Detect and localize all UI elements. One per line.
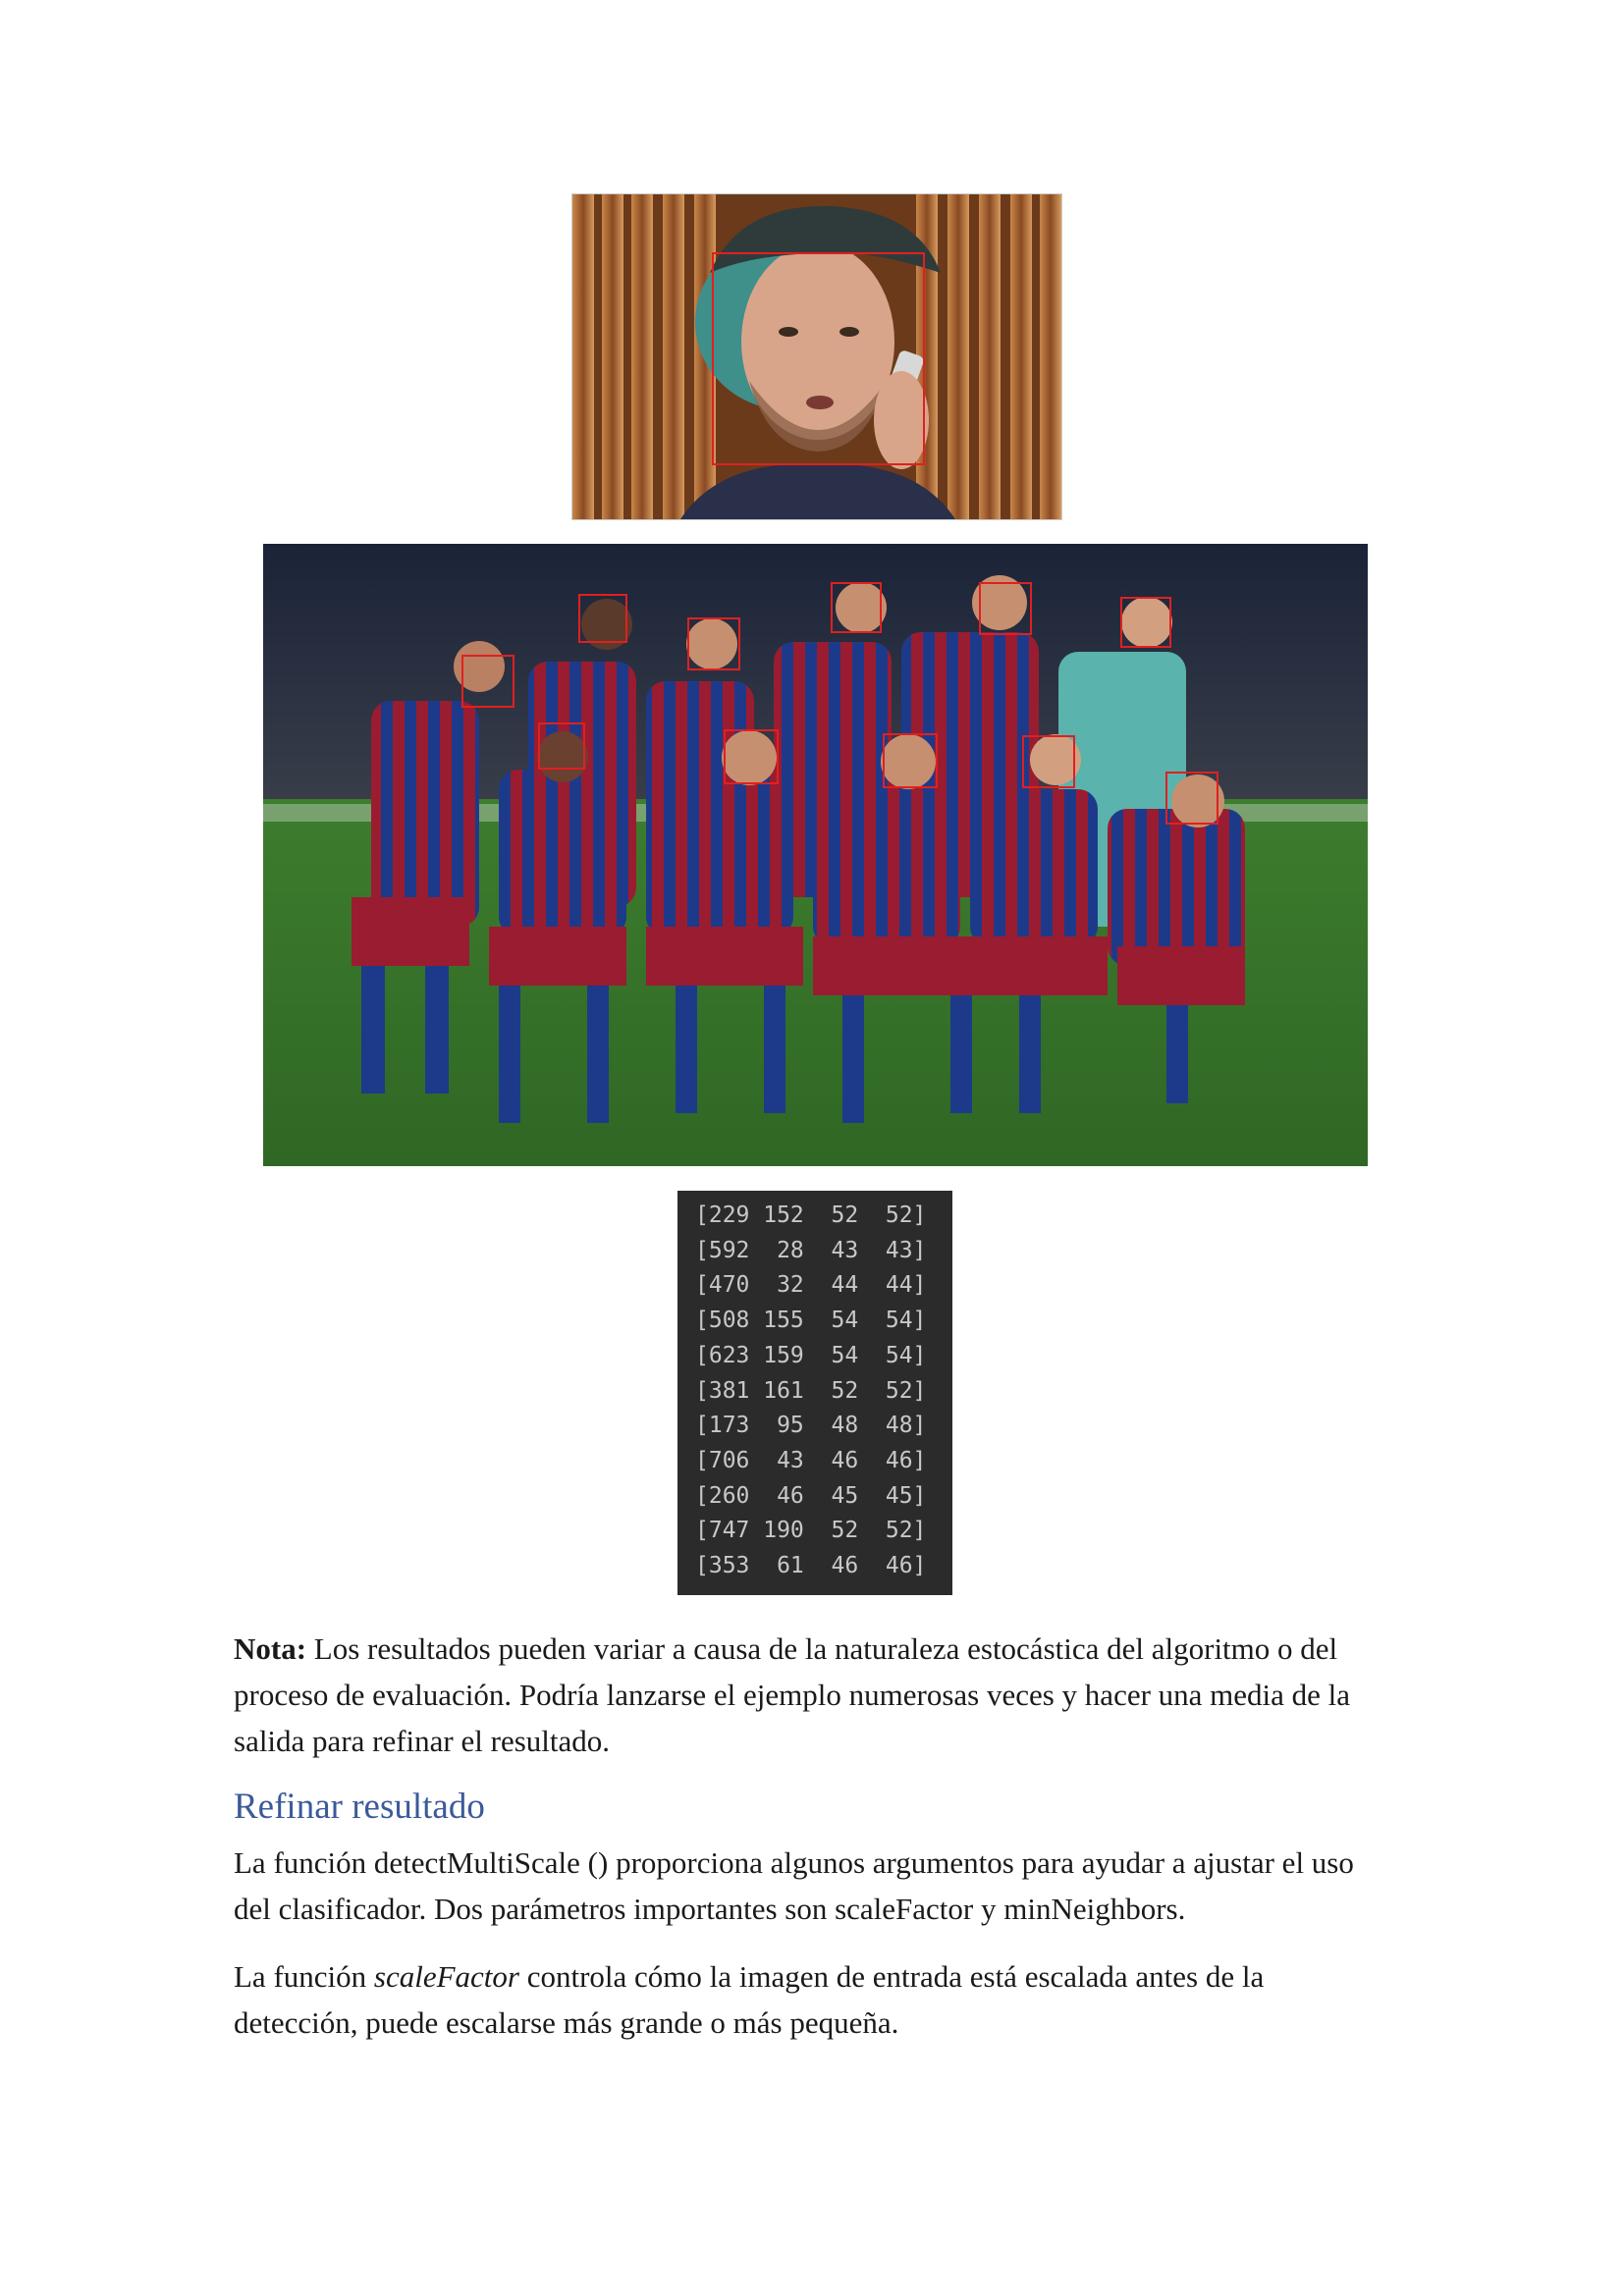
note-paragraph (234, 1626, 1392, 1764)
function-paragraph: La función detectMultiScale () proporciona algunos argumentos para ayudar a ajustar el uso del clasificador. Dos parámetros importantes son scaleFactor y minNeighbors. (234, 1845, 1354, 1926)
section-heading: Refinar resultado (234, 1787, 485, 1827)
output-row: [592 28 43 43] (695, 1237, 927, 1263)
output-row: [229 152 52 52] (695, 1202, 927, 1228)
portrait-illustration (572, 194, 1061, 519)
output-row: [623 159 54 54] (695, 1342, 927, 1368)
output-row: [260 46 45 45] (695, 1482, 927, 1509)
para2-prefix: La función (234, 1959, 374, 1994)
output-row: [173 95 48 48] (695, 1413, 927, 1439)
portrait-photo (571, 193, 1062, 520)
scalefactor-term: scaleFactor (373, 1959, 519, 1994)
team-illustration (263, 544, 1368, 1166)
scalefactor-paragraph (234, 1953, 1392, 2046)
output-row: [747 190 52 52] (695, 1518, 927, 1544)
output-row: [470 32 44 44] (695, 1272, 927, 1299)
note-label: Nota: (234, 1631, 307, 1666)
detection-output (677, 1191, 952, 1595)
output-row: [706 43 46 46] (695, 1447, 927, 1473)
team-photo (263, 544, 1368, 1166)
note-text: Los resultados pueden variar a causa de la naturaleza estocástica del algoritmo o del proceso de evaluación. Podría lanzarse el ejemplo numerosas veces y hacer una media de la salida para refinar el resultado. (234, 1631, 1351, 1758)
output-row: [508 155 54 54] (695, 1308, 927, 1334)
output-row: [381 161 52 52] (695, 1377, 927, 1404)
para2-suffix: controla cómo la imagen de entrada está escalada antes de la detección, puede escalarse más grande o más pequeña. (234, 1959, 1265, 2040)
output-row: [353 61 46 46] (695, 1553, 927, 1579)
